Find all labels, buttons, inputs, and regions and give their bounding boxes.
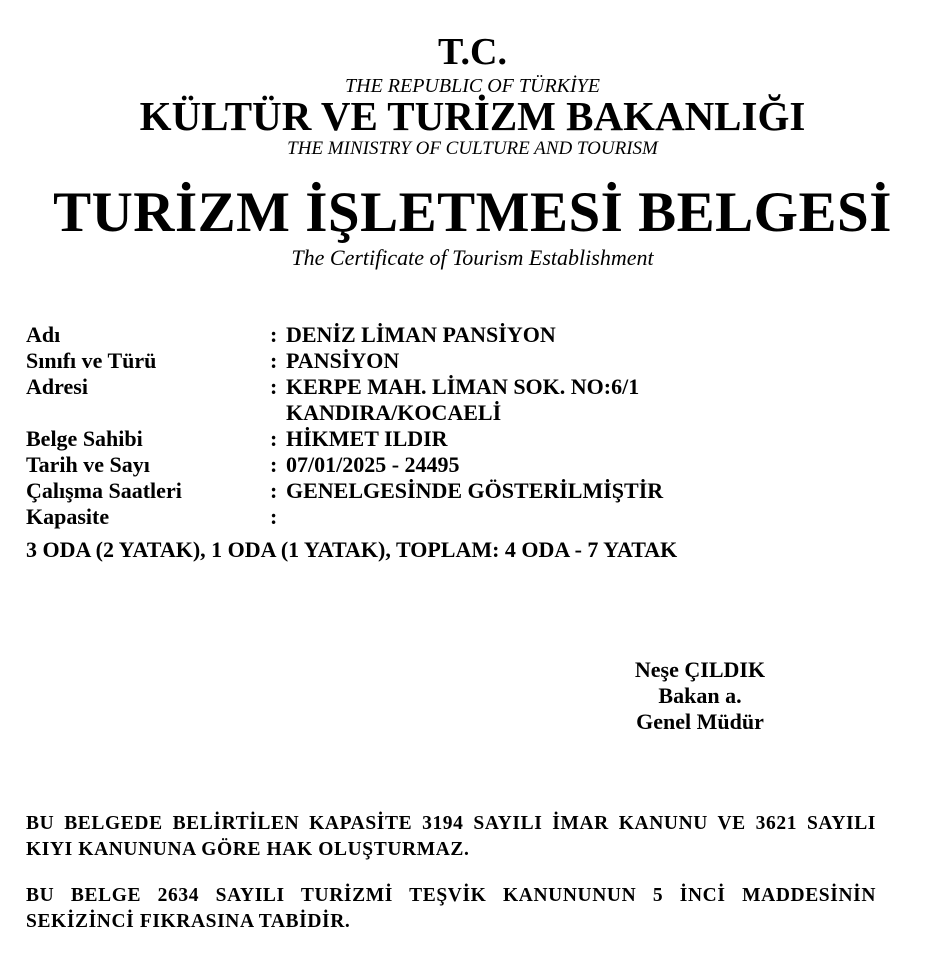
field-separator: : <box>270 426 278 451</box>
tc-heading: T.C. <box>438 31 507 73</box>
field-value: KERPE MAH. LİMAN SOK. NO:6/1 <box>286 374 640 399</box>
certificate-title: TURİZM İŞLETMESİ BELGESİ <box>53 181 892 244</box>
legal-note-law: BU BELGE 2634 SAYILI TURİZMİ TEŞVİK KANUNUNUN 5 İNCİ MADDESİNİN SEKİZİNCİ FIKRASINA TABİDİR. <box>26 885 876 932</box>
field-separator: : <box>270 504 278 529</box>
field-label: Adresi <box>26 374 88 399</box>
ministry-heading: KÜLTÜR VE TURİZM BAKANLIĞI <box>139 93 806 139</box>
field-label: Kapasite <box>26 504 110 529</box>
field-separator: : <box>270 348 278 373</box>
field-separator: : <box>270 374 278 399</box>
republic-english: THE REPUBLIC OF TÜRKİYE <box>345 75 600 97</box>
field-separator: : <box>270 478 278 503</box>
signatory-role-line2: Genel Müdür <box>636 709 764 734</box>
field-label: Tarih ve Sayı <box>26 452 150 477</box>
capacity-detail: 3 ODA (2 YATAK), 1 ODA (1 YATAK), TOPLAM: 4 ODA - 7 YATAK <box>26 537 678 562</box>
certificate-title-english: The Certificate of Tourism Establishment <box>291 245 654 270</box>
field-value: 07/01/2025 - 24495 <box>286 452 460 477</box>
field-label: Belge Sahibi <box>26 426 143 451</box>
field-value: DENİZ LİMAN PANSİYON <box>286 322 556 347</box>
field-value: KANDIRA/KOCAELİ <box>286 400 502 425</box>
field-separator: : <box>270 452 278 477</box>
field-label: Çalışma Saatleri <box>26 478 182 503</box>
field-label: Sınıfı ve Türü <box>26 348 157 373</box>
field-separator: : <box>270 322 278 347</box>
field-value: HİKMET ILDIR <box>286 426 448 451</box>
ministry-english: THE MINISTRY OF CULTURE AND TOURISM <box>287 138 658 159</box>
field-value: PANSİYON <box>286 348 400 373</box>
signatory-role-line1: Bakan a. <box>658 683 742 708</box>
signatory-name: Neşe ÇILDIK <box>634 657 766 682</box>
legal-note-capacity: BU BELGEDE BELİRTİLEN KAPASİTE 3194 SAYILI İMAR KANUNU VE 3621 SAYILI KIYI KANUNUNA GÖRE HAK OLUŞTURMAZ. <box>26 813 876 860</box>
field-label: Adı <box>26 322 61 347</box>
field-value: GENELGESİNDE GÖSTERİLMİŞTİR <box>286 478 664 503</box>
